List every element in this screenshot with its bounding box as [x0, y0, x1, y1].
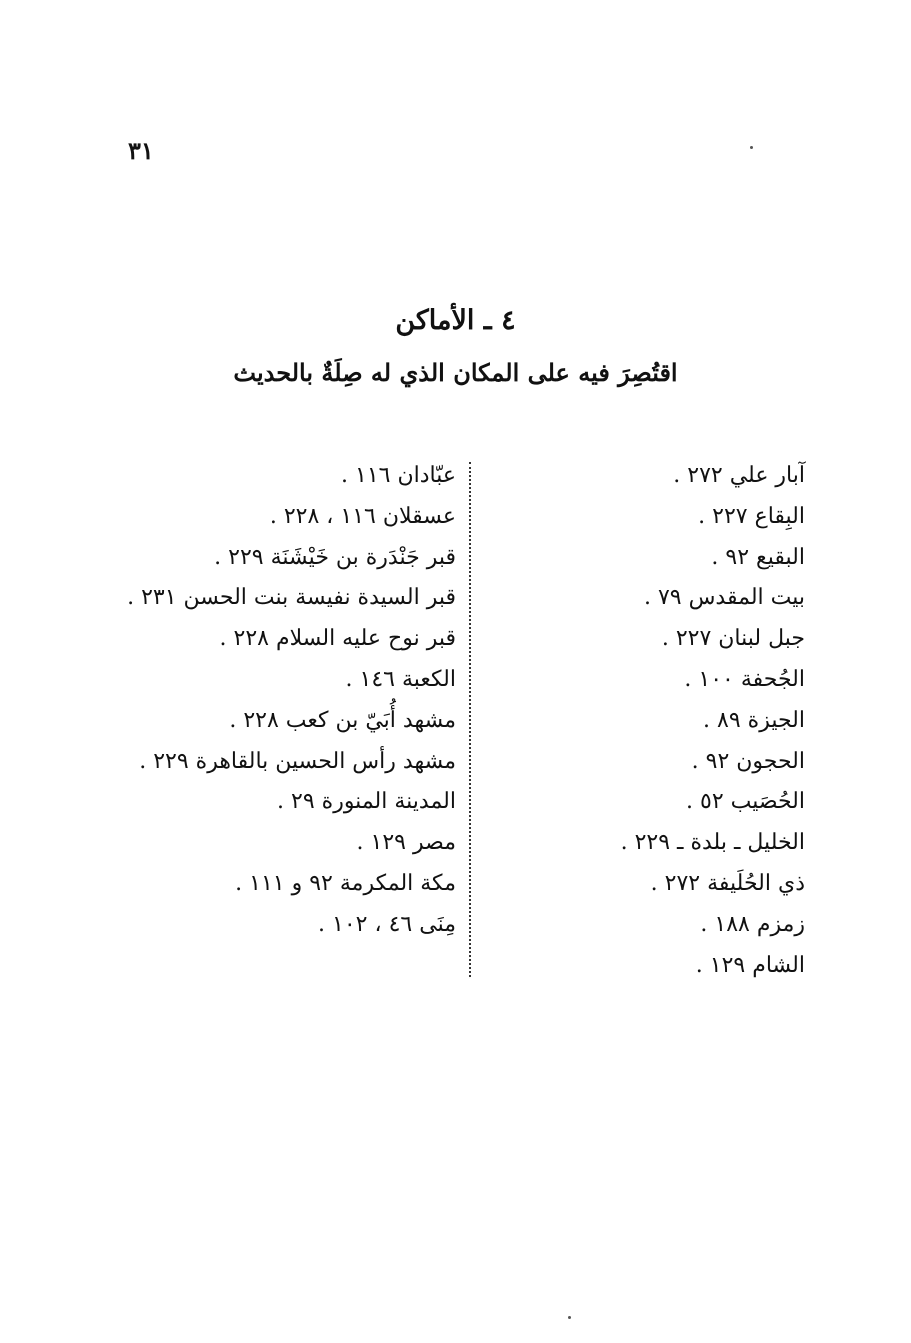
place-entry: البقيع ٩٢ . [711, 544, 805, 570]
scan-speck [750, 146, 753, 149]
place-entry: عبّادان ١١٦ . [341, 463, 456, 488]
page-number: ٣١ [128, 136, 154, 165]
place-entry: الكعبة ١٤٦ . [345, 666, 456, 692]
section-subtitle: اقتُصِرَ فيه على المكان الذي له صِلَةٌ بالحديث [233, 358, 678, 387]
place-entry: مصر ١٢٩ . [356, 830, 456, 856]
place-entry: الجيزة ٨٩ . [703, 707, 805, 733]
place-entry: مكة المكرمة ٩٢ و ١١١ . [235, 870, 456, 896]
place-entry: الجُحفة ١٠٠ . [684, 666, 805, 692]
place-entry: قبر نوح عليه السلام ٢٢٨ . [219, 626, 456, 652]
place-entry: الشام ١٢٩ . [695, 952, 805, 978]
place-entry: جبل لبنان ٢٢٧ . [661, 626, 805, 652]
scan-speck [568, 1316, 571, 1319]
place-entry: مشهد رأس الحسين بالقاهرة ٢٢٩ . [139, 748, 456, 774]
place-entry: المدينة المنورة ٢٩ . [277, 789, 456, 815]
column-divider [469, 462, 471, 977]
place-entry: بيت المقدس ٧٩ . [643, 585, 805, 611]
place-entry: عسقلان ١١٦ ، ٢٢٨ . [269, 503, 456, 529]
place-entry: قبر جَنْدَرة بن خَيْشَنَة ٢٢٩ . [214, 544, 456, 570]
place-entry: قبر السيدة نفيسة بنت الحسن ٢٣١ . [127, 585, 456, 611]
places-list-right [505, 456, 805, 986]
place-entry: آبار علي ٢٧٢ . [673, 463, 805, 488]
places-list-left [116, 456, 456, 946]
place-entry: الحجون ٩٢ . [691, 748, 805, 774]
place-entry: البِقاع ٢٢٧ . [698, 503, 805, 529]
place-entry: الخليل ـ بلدة ـ ٢٢٩ . [620, 830, 805, 856]
place-entry: مِنَى ٤٦ ، ١٠٢ . [318, 911, 456, 937]
place-entry: الحُصَيب ٥٢ . [686, 789, 805, 815]
place-entry: مشهد أُبَيّ بن كعب ٢٢٨ . [229, 707, 456, 733]
section-title: ٤ ـ الأماكن [395, 305, 516, 336]
place-entry: زمزم ١٨٨ . [700, 911, 805, 937]
place-entry: ذي الحُلَيفة ٢٧٢ . [650, 870, 805, 896]
